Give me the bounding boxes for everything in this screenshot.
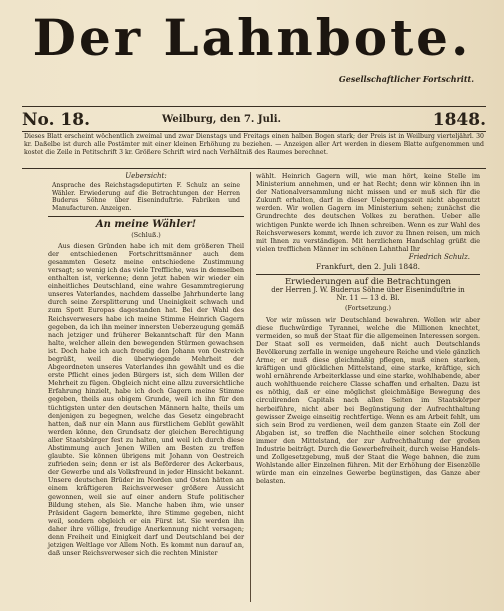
subscription-notice: Dieses Blatt erscheint wöchentlich zweimal und zwar Dienstags und Freitags einen halben Bogen stark; der Preis ist in Weilburg vierteljährl. 30 kr. Daßelbe ist durch alle Postämter mit einer kleinen Erhöhung zu beziehen. — Anzeigen aller Art werden in diesem Blatte aufgenommen und kostet die Zeile in Petitschrift 3 kr. Größere Schrift wird nach Verhältniß des Raumes berechnet. <box>24 133 484 156</box>
issue-place-date: Weilburg, den 7. Juli. <box>162 114 281 125</box>
article2-title: Erwiederungen auf die Betrachtungen <box>284 277 452 288</box>
issue-year: 1848. <box>432 110 486 130</box>
issue-bar <box>22 110 486 130</box>
left-column <box>48 172 244 557</box>
toc-text: Ansprache des Reichstagsdeputirten F. Schulz an seine Wähler. Erwiederung auf die Betrachtungen der Herren Buderus Söhne über Eiseninduſtrie. Fabriken und Manufacturen. Anzeigen. <box>52 182 240 212</box>
divider <box>22 168 486 169</box>
divider <box>22 106 486 107</box>
divider <box>256 274 480 275</box>
divider <box>48 216 244 217</box>
article-continuation: wählt. Heinrich Gagern will, wie man hört, keine Stelle im Ministerium annehmen, und er hat Recht; denn wir können ihn in der Nationalversammlung nicht missen und er muß sich für die Zukunft erhalten, darf in dieser Uebergangszeit nicht abgenutzt werden. Wir wollen Gagern im Ministerium sehen; zunächst die Grundrechte des deutschen Volkes zu berathen. Ueber alle wichtigen Punkte werde ich Ihnen schreiben. Wenn es zur Wahl des Reichsverwesers kommt, werde ich zuvor zu Ihnen reisen, um mich mit Ihnen zu verständigen. Mit herzlichem Handschlag grüßt die vielen trefflichen Männer im schönen Lahnthal Ihr <box>256 172 480 253</box>
article-title: An meine Wähler! <box>95 219 197 231</box>
article2-reference: Nr. 11 — 13 d. Bl. <box>336 294 400 303</box>
article-body: Aus diesen Gründen habe ich mit dem größeren Theil der entschiedenen Fortschrittsmänner auch dem gesammten Gesetz meine entschiedene Zustimmung versagt; so wenig ich das viele Treffliche, was in demselben enthalten ist, verkenne; denn jetzt haben wir wieder ein einheitliches Deutschland, eine wahre Gesammtregierung unseres Vaterlandes, nachdem dasselbe Jahrhunderte lang durch seine Zersplitterung und Uneinigkeit schwach und zum Spott Europas dagestanden hat. Bei der Wahl des Reichsverwesers habe ich meine Stimme Heinrich Gagern gegeben, da ich ihn meiner innersten Ueberzeugung gemäß nach jetziger und früherer Bekanntschaft für den Mann halte, welcher allein den bewegenden Stürmen gewachsen ist. Doch habe ich auch freudig den Johann von Oestreich begrüßt, weil die überwiegende Mehrheit der Abgeordneten unseres Vaterlandes ihn gewählt und es die erste Pflicht eines jeden Bürgers ist, sich dem Willen der Mehrheit zu fügen. Obgleich nicht eine allzu zuversichtliche Erfahrung hinzielt, habe ich doch Gagern meine Stimme gegeben, theils aus obigem Grunde, weil ich ihn für den tüchtigsten unter den deutschen Männern halte, theils um denjenigen zu begegnen, welche das Gesetz eingebracht hatten, daß nur ein Mann aus fürstlichem Geblüt gewählt werden könne, den Grundsatz der gleichen Berechtigung aller Staatsbürger fest zu halten, und weil ich durch diese Abstimmung auch Jenen Willen am Besten zu treffen glaubte. Sie können übrigens mit Johann von Oestreich zufrieden sein; denn er ist als Beförderer des Ackerbaus, der Gewerbe und als Volksfreund in jeder Hinsicht bekannt. Unsere deutschen Brüder im Norden und Osten hätten an einem kräftigeren Reichsverweser größere Aussicht gewonnen, weil sie auf einer andern Stufe politischer Bildung stehen, als Sie. Manche haben ihm, wie unser Präsident Gagern bemerkte, ihre Stimme gegeben, nicht weil, sondern obgleich er ein Fürst ist. Sie werden ihn daher ihre völlige, freudige Anerkennung nicht versagen; denn Freiheit und Einigkeit darf und Deutschland bei der jetzigen Weltlage vor Allem Noth. Es kommt nun darauf an, daß unser Reichsverweser sich die rechten Minister <box>48 241 244 558</box>
issue-number: No. 18. <box>22 110 90 130</box>
dateline: Frankfurt, den 2. Juli 1848. <box>315 262 421 272</box>
article2-body: Vor wir müssen wir Deutschland bewahren. Wollen wir aber diese fluchwürdige Tyrannei, welche die Millionen knechtet, vermeiden, so muß der Staat für die allgemeinen Interessen sorgen. Der Staat soll es vermeiden, daß nicht auch Deutschlands Bevölkerung zerfalle in wenige ungeheure Reiche und viele gänzlich Arme; er muß diese gleichmäßig pflegen, muß einen starken, kräftigen und glücklichen Mittelstand, eine starke, kräftige, sich wohl ernährende Arbeiterklasse und eine starke, wohlhabende, aber auch wohlthuende reichere Classe schaffen und erhalten. Dazu ist es nöthig, daß er eine möglichst gleichmäßige Bewegung des circulirenden Capitals nach allen Seiten im Staatskörper herbeiführe, nicht aber bei Begünstigung der Aufrechthaltung gewisser Zweige einseitig rechtfertige. Wenn es am Arbeit fehlt, um sich sein Brod zu verdienen, weil dem ganzen Staate ein Zoll der Abgaben ist, so treffen die Nachtheile einer solchen Stockung immer den Mittelstand, der zur Aufrechthaltung der großen Industrie beiträgt. Durch die Gewerbefreiheit, durch weise Handels- und Zollgesetzgebung, muß der Staat die Wege bahnen, die zum Wohlstande aller Einzelnen führen. Mit der Erhöhung der Eisenzölle würde man ein einzelnes Gewerbe begünstigen, das Ganze aber belasten. <box>256 315 480 486</box>
column-divider <box>250 172 251 602</box>
article-subtitle: (Schluß.) <box>131 230 161 239</box>
right-column <box>256 172 480 485</box>
signature: Friedrich Schulz. <box>408 252 470 261</box>
article2-note: (Fortsetzung.) <box>345 304 391 313</box>
toc-title: Uebersicht: <box>125 172 167 180</box>
masthead-title: Der Lahnbote. <box>32 8 472 67</box>
masthead-subtitle: Gesellschaftlicher Fortschritt. <box>338 74 474 84</box>
article2-subtitle: der Herren J. W. Buderus Söhne über Eiseninduſtrie in <box>271 286 465 295</box>
divider <box>22 131 486 132</box>
